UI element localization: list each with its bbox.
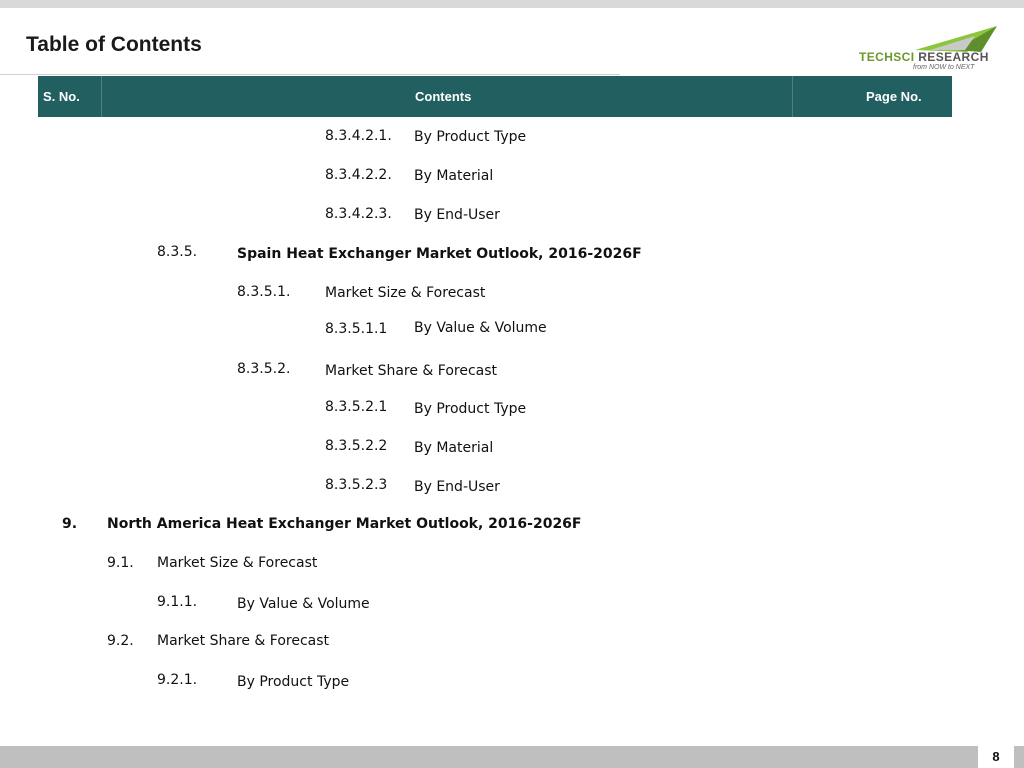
entry-number: 9.1.1. — [157, 594, 198, 610]
entry-text: By Value & Volume — [414, 320, 547, 336]
logo-tagline: from NOW to NEXT — [913, 64, 975, 71]
header-separator — [792, 76, 793, 117]
entry-text: By Value & Volume — [237, 596, 370, 612]
entry-text: Market Size & Forecast — [325, 285, 486, 301]
footer-bar — [0, 746, 978, 768]
toc-header-bar — [38, 76, 952, 117]
header-separator — [101, 76, 102, 117]
entry-heading: North America Heat Exchanger Market Outlook, 2016-2026F — [107, 516, 582, 532]
entry-text: By Product Type — [414, 401, 527, 417]
entry-number: 9. — [62, 516, 78, 532]
logo-wordmark: TECHSCI RESEARCH — [859, 50, 989, 64]
entry-number: 8.3.4.2.1. — [325, 128, 392, 144]
entry-text: Market Share & Forecast — [157, 633, 330, 649]
header-sno: S. No. — [43, 89, 80, 104]
entry-text: By Product Type — [237, 674, 350, 690]
entry-number: 8.3.5. — [157, 244, 198, 260]
entry-number: 8.3.5.2.1 — [325, 399, 388, 415]
entry-text: By Material — [414, 440, 494, 456]
entry-text: By Product Type — [414, 129, 527, 145]
entry-number: 8.3.5.2. — [237, 361, 291, 377]
entry-text: Market Share & Forecast — [325, 363, 498, 379]
entry-text: By Material — [414, 168, 494, 184]
entry-text: By End-User — [414, 207, 500, 223]
footer-bar-end — [1014, 746, 1024, 768]
entry-number: 8.3.5.1.1 — [325, 321, 388, 337]
entry-number: 8.3.5.2.3 — [325, 477, 388, 493]
entry-number: 8.3.4.2.2. — [325, 167, 392, 183]
header-contents: Contents — [415, 89, 472, 104]
header-page-no: Page No. — [866, 89, 922, 104]
page-title: Table of Contents — [26, 33, 202, 56]
entry-number: 9.2. — [107, 633, 134, 649]
top-strip — [0, 0, 1024, 8]
company-logo — [855, 24, 1003, 72]
entry-number: 8.3.5.1. — [237, 284, 291, 300]
page-number: 8 — [992, 749, 1000, 764]
entry-number: 9.2.1. — [157, 672, 198, 688]
title-divider — [0, 74, 620, 75]
entry-number: 8.3.5.2.2 — [325, 438, 388, 454]
entry-text: By End-User — [414, 479, 500, 495]
entry-text: Market Size & Forecast — [157, 555, 318, 571]
entry-number: 9.1. — [107, 555, 134, 571]
entry-number: 8.3.4.2.3. — [325, 206, 392, 222]
entry-heading: Spain Heat Exchanger Market Outlook, 2016-2026F — [237, 246, 642, 262]
